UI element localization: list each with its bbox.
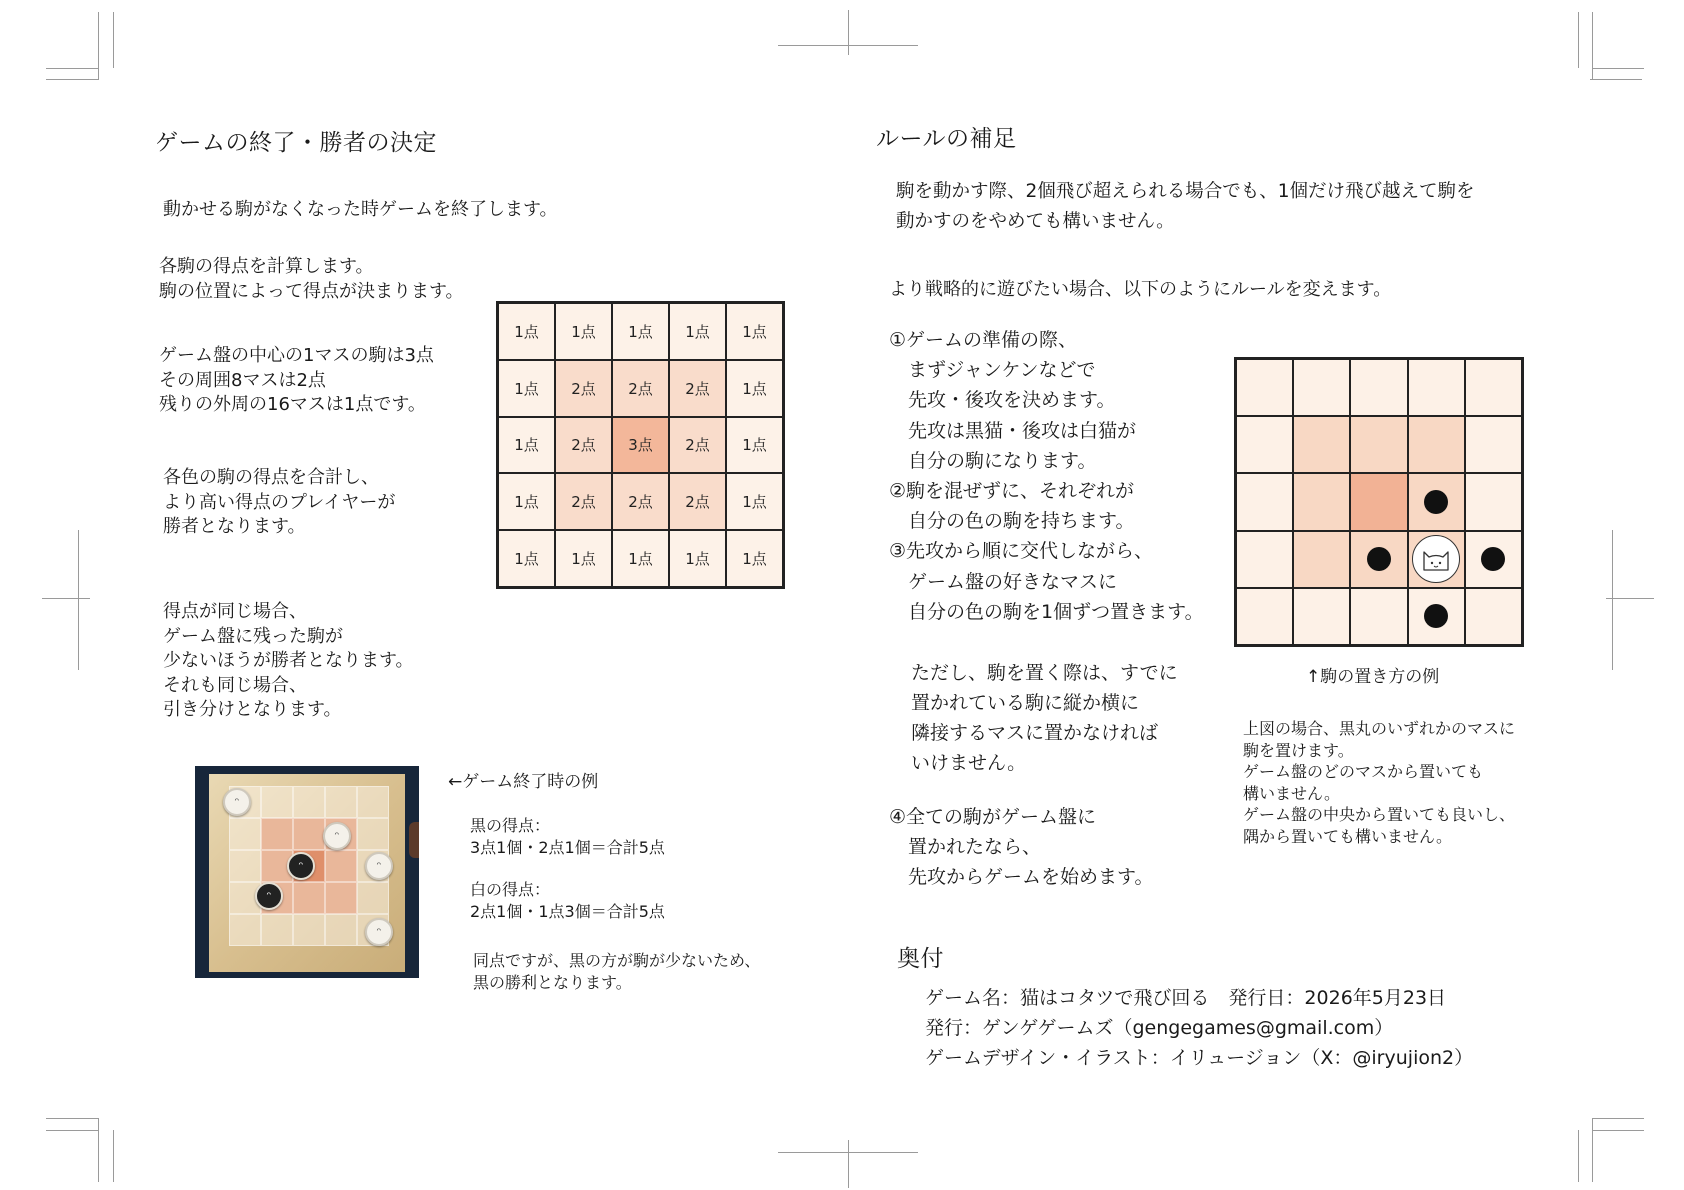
tie-rule-text: 得点が同じ場合、 ゲーム盤に残った駒が 少ないほうが勝者となります。 それも同じ場合、 引き分けとなります。 [163,601,414,720]
placement-cell [1408,359,1465,416]
score-cell: 2点 [555,473,612,530]
score-cell: 2点 [669,360,726,417]
placement-caveat: ただし、駒を置く際は、すでに 置かれている駒に縦か横に 隣接するマスに置かなければ いけません。 [911,662,1178,774]
placement-cell [1236,588,1293,645]
score-cell: 3点 [612,417,669,474]
placement-cell [1293,531,1350,588]
end-condition-text: 動かせる駒がなくなった時ゲームを終了します。 [163,199,558,220]
placement-cell [1293,359,1350,416]
white-score: 白の得点： 2点1個・1点3個＝合計5点 [470,880,665,921]
placement-cell [1465,416,1522,473]
score-cell: 1点 [498,417,555,474]
colophon-title: 奥付 [897,946,944,972]
placement-cell [1350,473,1407,530]
black-dot-icon [1424,604,1448,628]
black-cat-piece-icon: ᵔ [255,882,283,910]
placement-cell [1350,416,1407,473]
score-cell: 1点 [726,417,783,474]
score-cell: 2点 [555,417,612,474]
placement-caption: ↑駒の置き方の例 [1306,667,1440,687]
placement-cell [1350,359,1407,416]
placement-cell [1236,473,1293,530]
placement-cell [1408,473,1465,530]
placement-cell [1350,588,1407,645]
score-calc-text: 各駒の得点を計算します。 駒の位置によって得点が決まります。 [159,256,464,302]
points-rule-text: ゲーム盤の中心の1マスの駒は3点 その周囲8マスは2点 残りの外周の16マスは1点です。 [159,345,434,415]
placement-cell [1293,473,1350,530]
score-cell: 2点 [669,473,726,530]
start-step: ④全ての駒がゲーム盤に 置かれたなら、 先攻からゲームを始めます。 [889,806,1154,888]
white-cat-piece-icon: ᵔ [365,852,393,880]
jump-rule-text: 駒を動かす際、2個飛び超えられる場合でも、1個だけ飛び越えて駒を 動かすのをやめても構いません。 [896,181,1475,232]
placement-example-grid [1234,357,1524,647]
black-dot-icon [1367,547,1391,571]
black-score: 黒の得点： 3点1個・2点1個＝合計5点 [470,816,665,857]
black-dot-icon [1424,490,1448,514]
end-game-photo [195,766,419,978]
white-cat-piece-icon: ᵔ [223,788,251,816]
black-dot-icon [1481,547,1505,571]
placement-cell [1465,588,1522,645]
rules-supplement-title: ルールの補足 [876,126,1017,152]
black-cat-piece-icon: ᵔ [287,852,315,880]
photo-board-tab [409,822,419,858]
conclusion-text: 同点ですが、黒の方が駒が少ないため、 黒の勝利となります。 [473,951,761,992]
example-caption: ←ゲーム終了時の例 [448,772,599,792]
score-cell: 2点 [669,417,726,474]
placement-cell [1408,416,1465,473]
white-cat-piece-icon: ᵔ [365,918,393,946]
score-cell: 2点 [555,360,612,417]
placement-cell [1465,473,1522,530]
score-cell: 1点 [669,530,726,587]
placement-cell [1293,416,1350,473]
score-cell: 1点 [555,530,612,587]
score-cell: 1点 [555,303,612,360]
end-game-title: ゲームの終了・勝者の決定 [155,130,437,156]
placement-cell [1465,531,1522,588]
score-cell: 1点 [498,530,555,587]
score-cell: 1点 [726,360,783,417]
placement-cell [1465,359,1522,416]
score-cell: 1点 [726,473,783,530]
placement-cell [1408,531,1465,588]
score-cell: 1点 [498,303,555,360]
score-cell: 1点 [612,530,669,587]
white-cat-piece-icon: ᵔ [323,822,351,850]
placement-cell [1236,531,1293,588]
score-cell: 1点 [726,530,783,587]
score-grid [496,301,785,589]
score-cell: 2点 [612,473,669,530]
placement-cell [1350,531,1407,588]
score-cell: 1点 [669,303,726,360]
setup-steps: ①ゲームの準備の際、 まずジャンケンなどで 先攻・後攻を決めます。 先攻は黒猫・後攻は白猫が 自分の駒になります。 ②駒を混ぜずに、それぞれが 自分の色の駒を持ちます。 ③先攻から順に交代しながら、 ゲーム盤の好きなマスに 自分の色の駒を1個ずつ置きます。 [889,329,1204,623]
colophon: ゲーム名：猫はコタツで飛び回る 発行日：2026年5月23日 発行：ゲンゲゲームズ（gengegames@gmail.com） ゲームデザイン・イラスト：イリュージョン（X：@iryujion2） [925,987,1474,1069]
placement-cell [1293,588,1350,645]
score-cell: 1点 [726,303,783,360]
placement-note: 上図の場合、黒丸のいずれかのマスに 駒を置けます。 ゲーム盤のどのマスから置いても 構いません。 ゲーム盤の中央から置いても良いし、 隅から置いても構いません。 [1243,719,1516,846]
score-cell: 1点 [498,473,555,530]
score-cell: 1点 [498,360,555,417]
score-cell: 1点 [612,303,669,360]
sum-rule-text: 各色の駒の得点を合計し、 より高い得点のプレイヤーが 勝者となります。 [163,467,396,537]
placement-cell [1408,588,1465,645]
placement-cell [1236,416,1293,473]
score-cell: 2点 [612,360,669,417]
placement-cell [1236,359,1293,416]
white-cat-piece-icon [1412,535,1460,583]
strategic-rule-intro: より戦略的に遊びたい場合、以下のようにルールを変えます。 [889,279,1392,300]
